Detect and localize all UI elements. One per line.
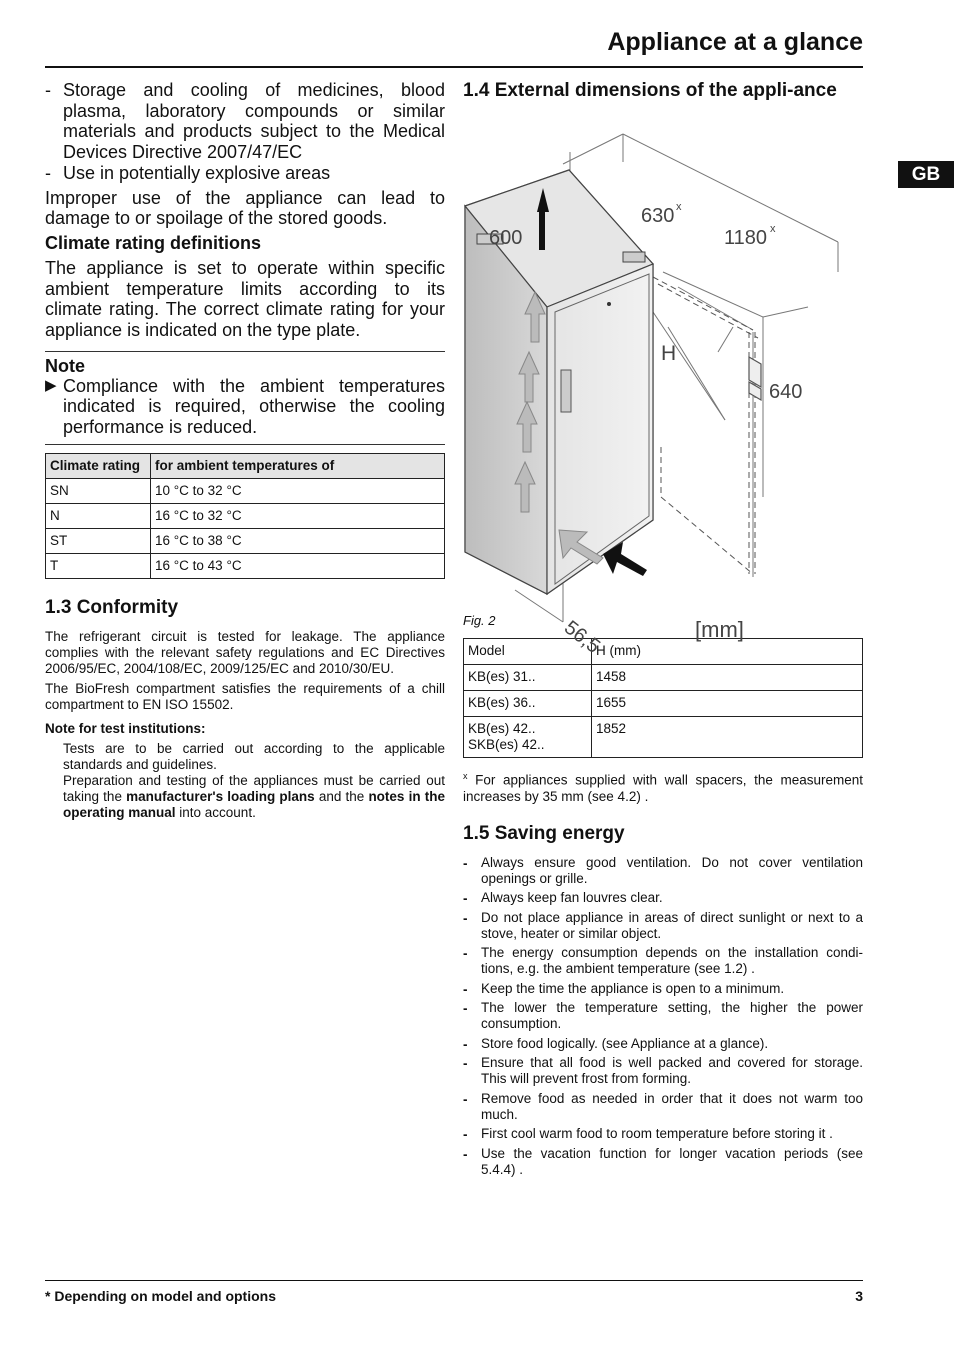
list-item: - Use the vacation function for longer vacation periods (see 5.4.4) . <box>463 1146 863 1178</box>
list-item: - Always ensure good ventilation. Do not cover ventilation openings or grille. <box>463 855 863 887</box>
table-cell: 1458 <box>592 665 863 691</box>
table-cell: 16 °C to 32 °C <box>151 503 445 528</box>
column-header: Climate rating <box>46 453 151 478</box>
table-cell <box>464 717 592 758</box>
table-cell: KB(es) 31.. <box>464 665 592 691</box>
footer-rule <box>45 1280 863 1281</box>
footer-note: * Depending on model and options <box>45 1288 276 1304</box>
climate-heading: Climate rating definitions <box>45 232 262 253</box>
table-cell: ST <box>46 528 151 553</box>
dimension-superscript: x <box>770 223 776 235</box>
figure-caption: Fig. 2 <box>463 613 496 628</box>
language-tab: GB <box>898 161 954 188</box>
conformity-paragraph: The refrigerant circuit is tested for leakage. The appliance complies with the relevant safety regulations and EC Directives 2006/95/EC, 2004/108/EC, 2009/125/EC and 2010/30/EU. <box>45 628 445 676</box>
test-notes <box>45 741 445 821</box>
right-column <box>463 80 863 1181</box>
bold-run: manufacturer's loading plans <box>126 788 315 804</box>
left-column <box>45 80 445 821</box>
text-run: and the <box>314 788 369 804</box>
note-text: Compliance with the ambient temperatures indicated is required, otherwise the cooling performance is reduced. <box>63 375 445 438</box>
model-name: KB(es) 42.. <box>468 721 536 736</box>
page-title: Appliance at a glance <box>607 28 863 56</box>
page-number: 3 <box>855 1288 863 1304</box>
conformity-paragraph: The BioFresh compartment satisfies the requirements of a chill compartment to EN ISO 15502. <box>45 680 445 712</box>
dimension-label: 640 <box>769 381 803 403</box>
list-item: - The energy consumption depends on the installation condi-tions, e.g. the ambient temperature (see 1.2) . <box>463 945 863 977</box>
note-item <box>45 376 445 438</box>
list-item: - Keep the time the appliance is open to a minimum. <box>463 981 863 997</box>
model-name: SKB(es) 42.. <box>468 737 545 752</box>
table-cell: 10 °C to 32 °C <box>151 478 445 503</box>
test-paragraph: Tests are to be carried out according to the applicable standards and guidelines. <box>63 740 445 772</box>
list-item: - Ensure that all food is well packed and covered for storage. This will prevent frost from forming. <box>463 1055 863 1087</box>
column-header: H (mm) <box>592 639 863 665</box>
climate-table <box>45 453 445 579</box>
intro-block <box>45 80 445 229</box>
table-row <box>464 665 863 691</box>
list-item: - Do not place appliance in areas of direct sunlight or next to a stove, heater or similar object. <box>463 910 863 942</box>
table-cell: 16 °C to 43 °C <box>151 553 445 578</box>
table-cell: 1655 <box>592 691 863 717</box>
table-cell: N <box>46 503 151 528</box>
table-row <box>46 503 445 528</box>
unit-label: [mm] <box>695 617 744 642</box>
improper-use-text: Improper use of the appliance can lead to damage to or spoilage of the stored goods. <box>45 187 445 229</box>
dimension-label: 1180 <box>724 227 768 249</box>
footnote <box>463 768 863 805</box>
list-item: - First cool warm food to room temperature before storing it . <box>463 1126 863 1142</box>
list-item: - Always keep fan louvres clear. <box>463 890 863 906</box>
table-header-row <box>46 453 445 478</box>
note-title: Note <box>45 355 85 376</box>
table-cell: 16 °C to 38 °C <box>151 528 445 553</box>
table-row <box>464 691 863 717</box>
table-row <box>46 528 445 553</box>
table-cell: T <box>46 553 151 578</box>
table-row <box>46 478 445 503</box>
text-run: into account. <box>175 804 256 820</box>
column-header: for ambient temperatures of <box>151 453 445 478</box>
dimension-label: H <box>661 342 677 365</box>
clearance-dashes <box>653 277 758 574</box>
text-run: Preparation and testing of the appliances must be carried out taking the <box>63 772 445 804</box>
list-item: - Storage and cooling of medicines, blood plasma, laboratory compounds or similar materials and products subject to the Medical Devices Directive 2007/47/EC <box>45 80 445 163</box>
table-cell: SN <box>46 478 151 503</box>
dimension-label: 56,5 <box>559 616 605 658</box>
model-table <box>463 638 863 758</box>
list-item: - Use in potentially explosive areas <box>45 163 445 184</box>
footnote-mark: x <box>463 771 468 781</box>
list-item: - The lower the temperature setting, the higher the power consumption. <box>463 1000 863 1032</box>
list-item: - Store food logically. (see Appliance at a glance). <box>463 1036 863 1052</box>
energy-list <box>463 855 863 1178</box>
energy-heading: 1.5 Saving energy <box>463 822 625 844</box>
header-rule <box>45 66 863 68</box>
table-cell: KB(es) 36.. <box>464 691 592 717</box>
wall-spacer <box>749 357 761 400</box>
dimension-label: 630 <box>641 205 675 227</box>
table-header-row <box>464 639 863 665</box>
conformity-heading: 1.3 Conformity <box>45 596 179 618</box>
climate-text: The appliance is set to operate within specific ambient temperature limits according to its climate rating. The correct climate rating for your appliance is indicated on the type plate. <box>45 257 445 341</box>
table-row <box>46 553 445 578</box>
note-box <box>45 351 445 445</box>
list-item: - Remove food as needed in order that it does not warm too much. <box>463 1091 863 1123</box>
dimension-label: 600 <box>489 227 523 249</box>
column-header: Model <box>464 639 592 665</box>
bold-run: notes in the operating manual <box>63 788 445 820</box>
play-arrow-icon: ▶ <box>45 376 57 394</box>
dimension-superscript: x <box>676 201 682 213</box>
intro-list <box>45 80 445 184</box>
footnote-text: For appliances supplied with wall spacers, the measurement increases by 35 mm (see 4.2) . <box>463 772 863 804</box>
dimensions-heading: 1.4 External dimensions of the appli-ance <box>463 80 837 101</box>
test-heading: Note for test institutions: <box>45 720 206 736</box>
table-cell: 1852 <box>592 717 863 758</box>
conformity-body <box>45 629 445 821</box>
test-paragraph <box>63 773 445 821</box>
table-row <box>464 717 863 758</box>
